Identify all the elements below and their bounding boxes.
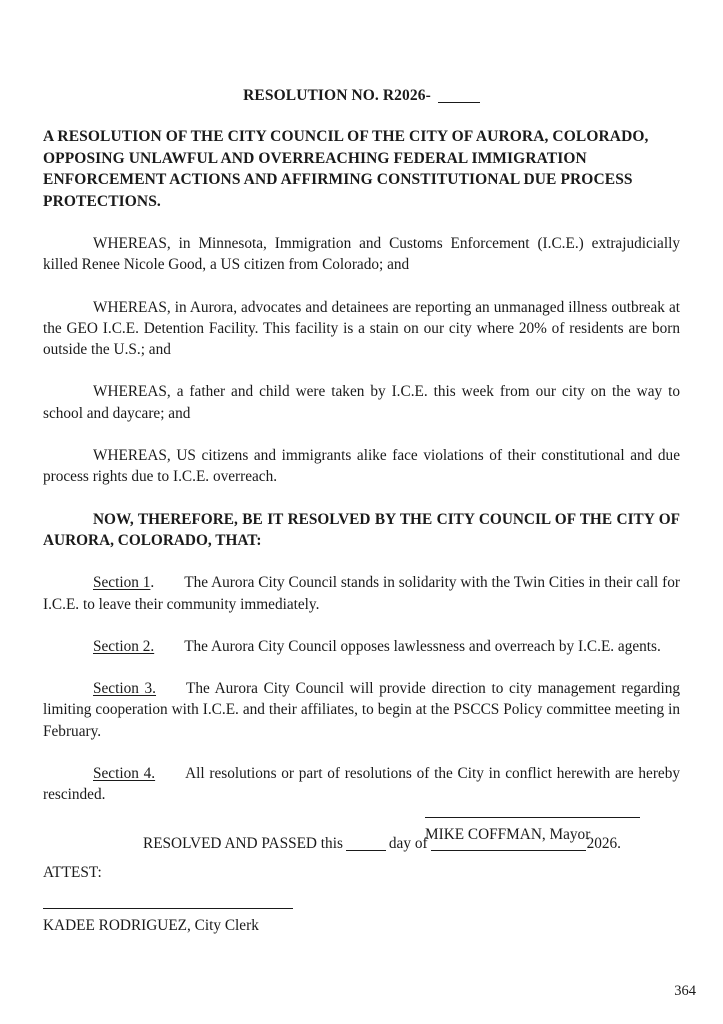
- mayor-signature-block: [425, 817, 640, 845]
- day-blank[interactable]: [346, 850, 386, 851]
- section-3-text: The Aurora City Council will provide direction to city management regarding limiting cooperation with I.C.E. and their affiliates, to begin at the PSCCS Policy committee meeting in February.: [43, 680, 681, 740]
- whereas-clause-1: WHEREAS, in Minnesota, Immigration and Customs Enforcement (I.C.E.) extrajudicially killed Renee Nicole Good, a US citizen from Colorado; and: [43, 235, 680, 274]
- section-3-label: Section 3.: [93, 680, 157, 698]
- clerk-signature-block: [43, 908, 293, 936]
- passed-middle: day of: [388, 834, 428, 852]
- resolution-number-heading: [43, 85, 680, 106]
- section-4: [43, 763, 680, 806]
- whereas-clause-2: WHEREAS, in Aurora, advocates and detainees are reporting an unmanaged illness outbreak at the GEO I.C.E. Detention Facility. This facility is a stain on our city where 20% of residents are born outside the U.S.; and: [43, 298, 680, 359]
- section-2-text: The Aurora City Council opposes lawlessness and overreach by I.C.E. agents.: [184, 637, 661, 655]
- whereas-clause-4: WHEREAS, US citizens and immigrants alike face violations of their constitutional and due process rights due to I.C.E. overreach.: [43, 447, 680, 486]
- section-1-label: Section 1: [93, 574, 151, 592]
- enacting-clause: NOW, THEREFORE, BE IT RESOLVED BY THE CITY COUNCIL OF THE CITY OF AURORA, COLORADO, THAT:: [43, 510, 680, 549]
- section-2-label: Section 2.: [93, 637, 155, 655]
- section-1: [43, 572, 680, 615]
- section-4-label: Section 4.: [93, 765, 156, 783]
- attest-label: ATTEST:: [43, 864, 102, 881]
- section-1-text: The Aurora City Council stands in solidarity with the Twin Cities in their call for I.C.E. to leave their community immediately.: [43, 574, 680, 613]
- whereas-clause-3: WHEREAS, a father and child were taken by I.C.E. this week from our city on the way to school and daycare; and: [43, 383, 680, 422]
- passed-year: 2026.: [586, 834, 621, 852]
- page-number: 364: [674, 983, 696, 999]
- mayor-name: MIKE COFFMAN, Mayor: [425, 826, 591, 843]
- section-3: [43, 678, 680, 742]
- section-4-text: All resolutions or part of resolutions of the City in conflict herewith are hereby rescinded.: [43, 765, 680, 804]
- passed-prefix: RESOLVED AND PASSED this: [143, 834, 343, 852]
- resolution-number-blank[interactable]: [438, 102, 480, 103]
- section-1-label-suffix: .: [150, 574, 155, 592]
- section-2: [43, 636, 680, 657]
- page-title: A RESOLUTION OF THE CITY COUNCIL OF THE CITY OF AURORA, COLORADO, OPPOSING UNLAWFUL AND OVERREACHING FEDERAL IMMIGRATION ENFORCEMENT ACTIONS AND AFFIRMING CONSTITUTIONAL DUE PROCESS PROTECTIONS.: [43, 128, 649, 210]
- clerk-name: KADEE RODRIGUEZ, City Clerk: [43, 917, 259, 934]
- resolution-number-label: RESOLUTION NO. R2026-: [243, 87, 431, 104]
- month-blank[interactable]: [431, 850, 586, 851]
- document-body: [43, 0, 680, 854]
